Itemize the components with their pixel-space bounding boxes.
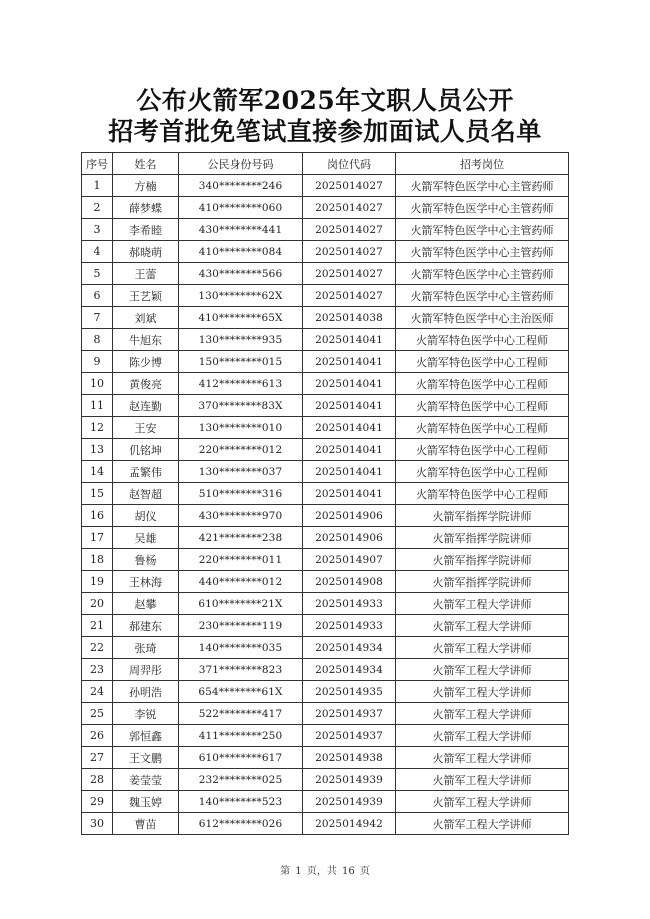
table-row: [82, 417, 569, 439]
cell-id-number: 430********970: [179, 505, 303, 527]
cell-position-code: 2025014027: [303, 285, 396, 307]
cell-position-code: 2025014041: [303, 439, 396, 461]
cell-id-number: 130********62X: [179, 285, 303, 307]
cell-position: 火箭军指挥学院讲师: [396, 527, 569, 549]
cell-id-number: 140********523: [179, 791, 303, 813]
cell-id-number: 371********823: [179, 659, 303, 681]
table-row: [82, 593, 569, 615]
cell-position-code: 2025014907: [303, 549, 396, 571]
cell-position-code: 2025014939: [303, 769, 396, 791]
cell-serial-number: 29: [82, 791, 113, 813]
cell-position-code: 2025014041: [303, 395, 396, 417]
cell-name: 郭恒鑫: [113, 725, 179, 747]
cell-name: 薛梦蝶: [113, 197, 179, 219]
cell-id-number: 654********61X: [179, 681, 303, 703]
table-row: [82, 285, 569, 307]
cell-position-code: 2025014041: [303, 373, 396, 395]
cell-position: 火箭军工程大学讲师: [396, 769, 569, 791]
cell-position-code: 2025014908: [303, 571, 396, 593]
table-row: [82, 395, 569, 417]
table-row: [82, 659, 569, 681]
cell-position: 火箭军特色医学中心工程师: [396, 329, 569, 351]
cell-name: 鲁杨: [113, 549, 179, 571]
cell-name: 赵连勤: [113, 395, 179, 417]
cell-serial-number: 11: [82, 395, 113, 417]
cell-serial-number: 10: [82, 373, 113, 395]
cell-position-code: 2025014939: [303, 791, 396, 813]
table-row: [82, 747, 569, 769]
page-footer: 第 1 页，共 16 页: [280, 866, 370, 877]
cell-name: 孟繁伟: [113, 461, 179, 483]
cell-id-number: 410********060: [179, 197, 303, 219]
table-row: [82, 461, 569, 483]
cell-position: 火箭军特色医学中心工程师: [396, 461, 569, 483]
cell-position: 火箭军特色医学中心主管药师: [396, 219, 569, 241]
cell-name: 赵攀: [113, 593, 179, 615]
candidate-table: [81, 152, 569, 835]
cell-id-number: 130********010: [179, 417, 303, 439]
table-row: [82, 175, 569, 197]
cell-position: 火箭军工程大学讲师: [396, 681, 569, 703]
cell-id-number: 370********83X: [179, 395, 303, 417]
cell-position: 火箭军特色医学中心主管药师: [396, 263, 569, 285]
cell-position: 火箭军工程大学讲师: [396, 659, 569, 681]
cell-serial-number: 26: [82, 725, 113, 747]
table-row: [82, 219, 569, 241]
cell-name: 曹苗: [113, 813, 179, 835]
cell-serial-number: 27: [82, 747, 113, 769]
cell-position-code: 2025014027: [303, 263, 396, 285]
cell-serial-number: 19: [82, 571, 113, 593]
cell-position-code: 2025014937: [303, 725, 396, 747]
cell-name: 王文鹏: [113, 747, 179, 769]
cell-position: 火箭军指挥学院讲师: [396, 505, 569, 527]
cell-name: 仉铭坤: [113, 439, 179, 461]
cell-position-code: 2025014906: [303, 505, 396, 527]
table-row: [82, 505, 569, 527]
cell-position-code: 2025014041: [303, 417, 396, 439]
cell-serial-number: 28: [82, 769, 113, 791]
cell-serial-number: 6: [82, 285, 113, 307]
cell-position-code: 2025014041: [303, 461, 396, 483]
cell-id-number: 510********316: [179, 483, 303, 505]
cell-name: 黄俊亮: [113, 373, 179, 395]
cell-serial-number: 17: [82, 527, 113, 549]
cell-position-code: 2025014038: [303, 307, 396, 329]
header-position: 招考岗位: [396, 153, 569, 175]
cell-position: 火箭军特色医学中心工程师: [396, 483, 569, 505]
table-row: [82, 307, 569, 329]
cell-name: 牛旭东: [113, 329, 179, 351]
header-name: 姓名: [113, 153, 179, 175]
cell-id-number: 430********566: [179, 263, 303, 285]
cell-id-number: 232********025: [179, 769, 303, 791]
cell-name: 周羿彤: [113, 659, 179, 681]
cell-name: 赵智超: [113, 483, 179, 505]
cell-name: 陈少博: [113, 351, 179, 373]
cell-serial-number: 22: [82, 637, 113, 659]
cell-name: 李锐: [113, 703, 179, 725]
cell-position: 火箭军工程大学讲师: [396, 725, 569, 747]
cell-id-number: 421********238: [179, 527, 303, 549]
cell-name: 方楠: [113, 175, 179, 197]
cell-serial-number: 30: [82, 813, 113, 835]
cell-serial-number: 21: [82, 615, 113, 637]
cell-id-number: 130********935: [179, 329, 303, 351]
cell-serial-number: 4: [82, 241, 113, 263]
cell-name: 王蕾: [113, 263, 179, 285]
cell-id-number: 430********441: [179, 219, 303, 241]
cell-id-number: 522********417: [179, 703, 303, 725]
table-row: [82, 725, 569, 747]
cell-name: 张琦: [113, 637, 179, 659]
cell-position-code: 2025014041: [303, 351, 396, 373]
cell-id-number: 340********246: [179, 175, 303, 197]
cell-position: 火箭军工程大学讲师: [396, 703, 569, 725]
table-row: [82, 703, 569, 725]
cell-name: 姜莹莹: [113, 769, 179, 791]
cell-name: 郝晓萌: [113, 241, 179, 263]
cell-position-code: 2025014027: [303, 175, 396, 197]
cell-name: 魏玉婷: [113, 791, 179, 813]
cell-serial-number: 18: [82, 549, 113, 571]
cell-position-code: 2025014027: [303, 219, 396, 241]
cell-serial-number: 12: [82, 417, 113, 439]
cell-id-number: 411********250: [179, 725, 303, 747]
cell-position: 火箭军特色医学中心工程师: [396, 351, 569, 373]
cell-id-number: 220********011: [179, 549, 303, 571]
table-row: [82, 351, 569, 373]
cell-serial-number: 14: [82, 461, 113, 483]
table-row: [82, 263, 569, 285]
cell-id-number: 140********035: [179, 637, 303, 659]
cell-position: 火箭军特色医学中心工程师: [396, 439, 569, 461]
cell-serial-number: 1: [82, 175, 113, 197]
table-row: [82, 329, 569, 351]
cell-position: 火箭军特色医学中心主治医师: [396, 307, 569, 329]
cell-serial-number: 23: [82, 659, 113, 681]
table-row: [82, 241, 569, 263]
table-row: [82, 439, 569, 461]
cell-serial-number: 25: [82, 703, 113, 725]
cell-position: 火箭军工程大学讲师: [396, 593, 569, 615]
cell-position-code: 2025014934: [303, 637, 396, 659]
cell-id-number: 440********012: [179, 571, 303, 593]
table-row: [82, 681, 569, 703]
cell-position-code: 2025014935: [303, 681, 396, 703]
cell-position: 火箭军指挥学院讲师: [396, 549, 569, 571]
cell-name: 孙明浩: [113, 681, 179, 703]
cell-serial-number: 13: [82, 439, 113, 461]
cell-id-number: 150********015: [179, 351, 303, 373]
table-row: [82, 483, 569, 505]
cell-position-code: 2025014938: [303, 747, 396, 769]
cell-serial-number: 24: [82, 681, 113, 703]
cell-serial-number: 9: [82, 351, 113, 373]
cell-id-number: 220********012: [179, 439, 303, 461]
cell-id-number: 410********65X: [179, 307, 303, 329]
cell-position-code: 2025014933: [303, 593, 396, 615]
cell-id-number: 612********026: [179, 813, 303, 835]
cell-position: 火箭军特色医学中心主管药师: [396, 241, 569, 263]
header-serial-number: 序号: [82, 153, 113, 175]
cell-position-code: 2025014041: [303, 483, 396, 505]
cell-position: 火箭军工程大学讲师: [396, 615, 569, 637]
cell-serial-number: 16: [82, 505, 113, 527]
table-row: [82, 769, 569, 791]
cell-id-number: 610********617: [179, 747, 303, 769]
table-row: [82, 373, 569, 395]
cell-position: 火箭军特色医学中心主管药师: [396, 285, 569, 307]
cell-id-number: 410********084: [179, 241, 303, 263]
cell-position-code: 2025014934: [303, 659, 396, 681]
cell-position: 火箭军特色医学中心主管药师: [396, 197, 569, 219]
cell-position: 火箭军指挥学院讲师: [396, 571, 569, 593]
cell-serial-number: 2: [82, 197, 113, 219]
table-row: [82, 527, 569, 549]
cell-id-number: 412********613: [179, 373, 303, 395]
cell-name: 郝建东: [113, 615, 179, 637]
cell-position-code: 2025014906: [303, 527, 396, 549]
cell-serial-number: 15: [82, 483, 113, 505]
cell-position: 火箭军特色医学中心工程师: [396, 417, 569, 439]
cell-position: 火箭军工程大学讲师: [396, 791, 569, 813]
table-row: [82, 813, 569, 835]
cell-position: 火箭军工程大学讲师: [396, 637, 569, 659]
header-position-code: 岗位代码: [303, 153, 396, 175]
cell-id-number: 610********21X: [179, 593, 303, 615]
cell-name: 王艺颖: [113, 285, 179, 307]
cell-name: 李希睦: [113, 219, 179, 241]
cell-position: 火箭军工程大学讲师: [396, 747, 569, 769]
table-row: [82, 791, 569, 813]
cell-id-number: 230********119: [179, 615, 303, 637]
cell-position: 火箭军特色医学中心主管药师: [396, 175, 569, 197]
cell-position-code: 2025014027: [303, 197, 396, 219]
header-id-number: 公民身份号码: [179, 153, 303, 175]
cell-position-code: 2025014937: [303, 703, 396, 725]
table-header-row: [82, 153, 569, 175]
cell-position: 火箭军特色医学中心工程师: [396, 395, 569, 417]
cell-serial-number: 3: [82, 219, 113, 241]
document-title-line2: 招考首批免笔试直接参加面试人员名单: [108, 117, 542, 146]
cell-position: 火箭军特色医学中心工程师: [396, 373, 569, 395]
document-title-line1: 公布火箭军2025年文职人员公开: [136, 86, 514, 115]
cell-position-code: 2025014942: [303, 813, 396, 835]
cell-position-code: 2025014041: [303, 329, 396, 351]
cell-position: 火箭军工程大学讲师: [396, 813, 569, 835]
cell-serial-number: 20: [82, 593, 113, 615]
cell-id-number: 130********037: [179, 461, 303, 483]
table-row: [82, 637, 569, 659]
table-row: [82, 615, 569, 637]
cell-position-code: 2025014027: [303, 241, 396, 263]
table-row: [82, 197, 569, 219]
cell-name: 王林海: [113, 571, 179, 593]
cell-serial-number: 7: [82, 307, 113, 329]
cell-position-code: 2025014933: [303, 615, 396, 637]
cell-name: 王安: [113, 417, 179, 439]
table-row: [82, 571, 569, 593]
cell-name: 吴雄: [113, 527, 179, 549]
table-row: [82, 549, 569, 571]
cell-serial-number: 5: [82, 263, 113, 285]
cell-name: 刘斌: [113, 307, 179, 329]
cell-serial-number: 8: [82, 329, 113, 351]
table-body: [82, 175, 569, 835]
cell-name: 胡仪: [113, 505, 179, 527]
